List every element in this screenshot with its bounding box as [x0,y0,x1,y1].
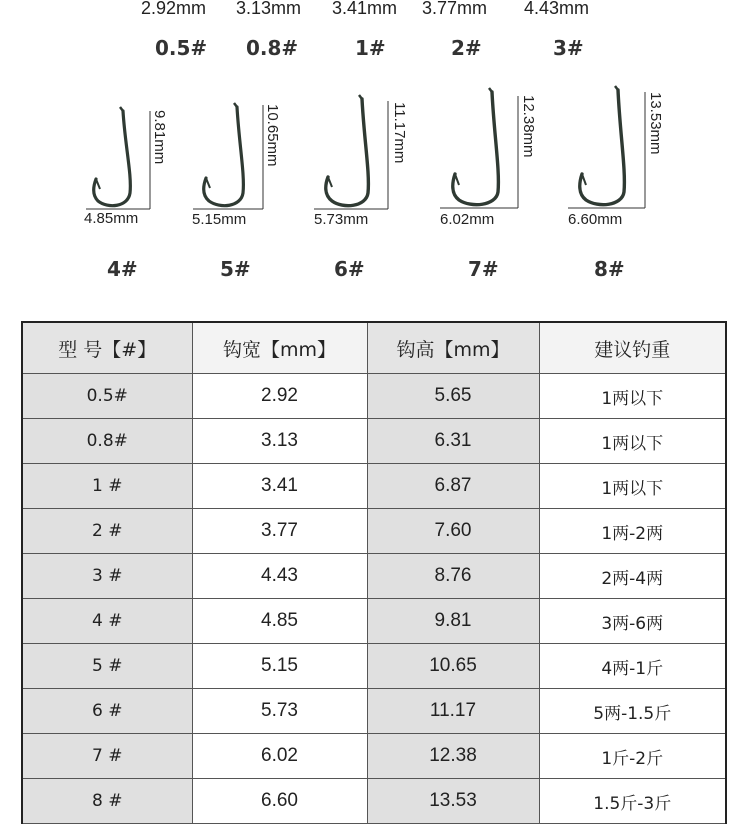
cell-width: 5.73 [192,689,367,734]
cell-height: 8.76 [367,554,539,599]
top-width-4: 4.43mm [524,0,590,18]
table-row [22,374,726,419]
cell-weight: 1两-2两 [539,509,726,554]
hook-7-size-label: 7# [468,257,499,281]
cell-model: 1 # [22,464,192,509]
cell-height: 6.87 [367,464,539,509]
cell-model: 6 # [22,689,192,734]
hook-5-width-label: 5.15mm [192,211,247,228]
cell-height: 7.60 [367,509,539,554]
cell-height: 6.31 [367,419,539,464]
cell-height: 5.65 [367,374,539,419]
table-row [22,554,726,599]
cell-weight: 1两以下 [539,419,726,464]
table-row [22,779,726,824]
top-width-3: 3.77mm [422,0,488,18]
top-width-0: 2.92mm [141,0,207,18]
top-size-label-0: 0.5# [155,36,208,60]
cell-width: 3.13 [192,419,367,464]
cell-width: 3.41 [192,464,367,509]
table-row [22,689,726,734]
cell-width: 6.02 [192,734,367,779]
header-height: 钩高【mm】 [367,322,539,374]
cell-width: 6.60 [192,779,367,824]
hook-6-height-label: 11.17mm [391,102,408,164]
hook-spec-table [21,321,727,824]
cell-width: 4.43 [192,554,367,599]
cell-model: 7 # [22,734,192,779]
top-size-label-1: 0.8# [246,36,299,60]
cell-weight: 1两以下 [539,464,726,509]
cell-model: 5 # [22,644,192,689]
table-row [22,734,726,779]
cell-weight: 5两-1.5斤 [539,689,726,734]
hook-8-height-label: 13.53mm [647,92,664,155]
top-size-label-3: 2# [451,36,482,60]
top-width-1: 3.13mm [236,0,302,18]
table-row [22,644,726,689]
hook-5-height-label: 10.65mm [264,104,281,167]
hook-6-size-label: 6# [334,257,365,281]
hook-4-width-label: 4.85mm [84,210,139,227]
cell-width: 2.92 [192,374,367,419]
header-weight: 建议钓重 [539,322,726,374]
cell-weight: 1斤-2斤 [539,734,726,779]
header-model: 型 号【#】 [22,322,192,374]
cell-width: 4.85 [192,599,367,644]
cell-height: 9.81 [367,599,539,644]
cell-weight: 3两-6两 [539,599,726,644]
hook-8-size-label: 8# [594,257,625,281]
cell-model: 8 # [22,779,192,824]
table-row [22,464,726,509]
cell-weight: 1.5斤-3斤 [539,779,726,824]
cell-height: 10.65 [367,644,539,689]
top-size-label-4: 3# [553,36,584,60]
cell-height: 13.53 [367,779,539,824]
hook-5-size-label: 5# [220,257,251,281]
cell-width: 5.15 [192,644,367,689]
table-row [22,509,726,554]
cell-height: 12.38 [367,734,539,779]
hook-7-width-label: 6.02mm [440,211,495,228]
table-row [22,599,726,644]
top-width-2: 3.41mm [332,0,398,18]
table-row [22,419,726,464]
cell-weight: 2两-4两 [539,554,726,599]
cell-weight: 1两以下 [539,374,726,419]
hook-4-size-label: 4# [107,257,138,281]
cell-model: 0.5# [22,374,192,419]
cell-height: 11.17 [367,689,539,734]
top-size-label-2: 1# [355,36,386,60]
cell-weight: 4两-1斤 [539,644,726,689]
cell-model: 2 # [22,509,192,554]
hook-7-height-label: 12.38mm [520,95,537,158]
hook-4-height-label: 9.81mm [151,110,168,165]
hook-6-width-label: 5.73mm [314,211,369,228]
header-width: 钩宽【mm】 [192,322,367,374]
cell-model: 3 # [22,554,192,599]
table-header-row [22,322,726,374]
cell-model: 4 # [22,599,192,644]
cell-model: 0.8# [22,419,192,464]
hook-8-width-label: 6.60mm [568,211,623,228]
cell-width: 3.77 [192,509,367,554]
